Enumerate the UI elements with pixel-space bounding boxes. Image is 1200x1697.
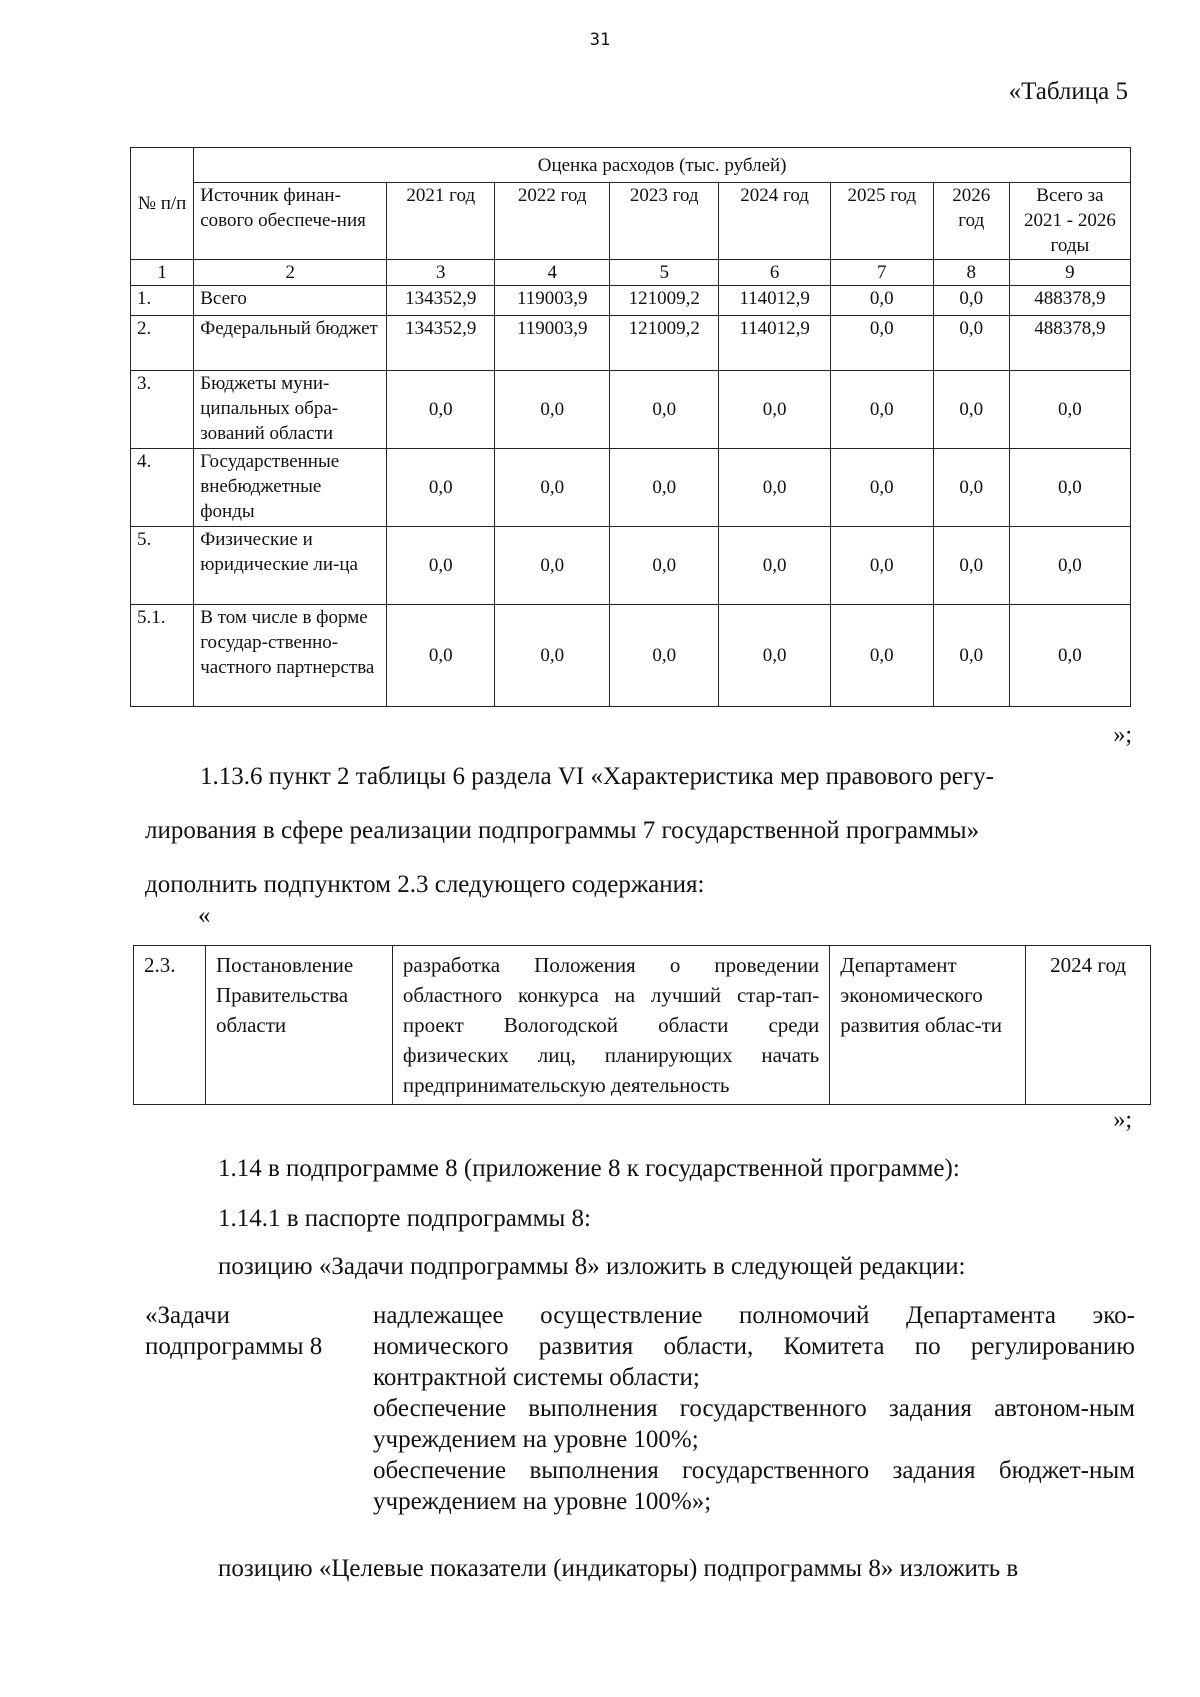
last-line: позицию «Целевые показатели (индикаторы) подпрограммы 8» изложить в bbox=[218, 1555, 1019, 1582]
row-value: 0,0 bbox=[387, 605, 495, 707]
row-value: 134352,9 bbox=[387, 316, 495, 371]
row-value: 0,0 bbox=[387, 371, 495, 449]
col-number: 8 bbox=[933, 260, 1009, 286]
table5 bbox=[130, 147, 1131, 707]
row-value: 114012,9 bbox=[719, 316, 830, 371]
table6 bbox=[133, 945, 1151, 1105]
table-row bbox=[131, 605, 1131, 707]
row-value: 0,0 bbox=[1009, 527, 1130, 605]
row-value: 0,0 bbox=[830, 449, 933, 527]
row-value: 0,0 bbox=[387, 449, 495, 527]
tasks-body bbox=[373, 1300, 1135, 1517]
row-name: Физические и юридические ли-ца bbox=[194, 527, 387, 605]
row-value: 134352,9 bbox=[387, 286, 495, 316]
paragraph-line: лирования в сфере реализации подпрограммы 7 государственной программы» bbox=[145, 817, 980, 844]
page-number: 31 bbox=[589, 30, 611, 50]
row-value: 0,0 bbox=[830, 316, 933, 371]
row-name: Государственные внебюджетные фонды bbox=[194, 449, 387, 527]
row-value: 119003,9 bbox=[495, 286, 610, 316]
table6-open-quote: « bbox=[198, 902, 211, 929]
t6-responsible: Департамент экономического развития облас-ти bbox=[830, 946, 1026, 1105]
col-number: 9 bbox=[1009, 260, 1130, 286]
row-name: Бюджеты муни-ципальных обра-зований области bbox=[194, 371, 387, 449]
row-num: 5.1. bbox=[131, 605, 194, 707]
row-value: 121009,2 bbox=[610, 286, 719, 316]
t6-act: Постановление Правительства области bbox=[205, 946, 392, 1105]
table-row bbox=[131, 527, 1131, 605]
table5-header-source: Источник финан-сового обеспече-ния bbox=[194, 183, 387, 260]
paragraph-line: 1.13.6 пункт 2 таблицы 6 раздела VI «Характеристика мер правового регу- bbox=[200, 763, 994, 790]
tasks-label: «Задачи подпрограммы 8 bbox=[145, 1302, 323, 1360]
paragraph-1-13-6 bbox=[145, 750, 1135, 912]
task-item: надлежащее осуществление полномочий Департамента эко-номического развития области, Комитета по регулированию контрактной системы области; bbox=[373, 1302, 1135, 1391]
row-value: 119003,9 bbox=[495, 316, 610, 371]
row-value: 0,0 bbox=[610, 371, 719, 449]
table5-header-year: 2021 год bbox=[387, 183, 495, 260]
row-num: 1. bbox=[131, 286, 194, 316]
table5-header-year: 2022 год bbox=[495, 183, 610, 260]
row-value: 0,0 bbox=[933, 449, 1009, 527]
row-num: 4. bbox=[131, 449, 194, 527]
row-value: 0,0 bbox=[830, 605, 933, 707]
row-name: Всего bbox=[194, 286, 387, 316]
line-position-tasks: позицию «Задачи подпрограммы 8» изложить в следующей редакции: bbox=[218, 1253, 966, 1280]
table5-close-quote: »; bbox=[1113, 722, 1132, 748]
table-row bbox=[131, 371, 1131, 449]
col-number: 6 bbox=[719, 260, 830, 286]
row-value: 0,0 bbox=[933, 371, 1009, 449]
col-number: 4 bbox=[495, 260, 610, 286]
line-1-14: 1.14 в подпрограмме 8 (приложение 8 к государственной программе): bbox=[218, 1155, 960, 1182]
row-value: 0,0 bbox=[610, 605, 719, 707]
row-value: 0,0 bbox=[830, 371, 933, 449]
row-value: 0,0 bbox=[1009, 605, 1130, 707]
row-value: 0,0 bbox=[719, 605, 830, 707]
table-row bbox=[134, 946, 1151, 1105]
row-value: 0,0 bbox=[495, 449, 610, 527]
row-value: 0,0 bbox=[1009, 371, 1130, 449]
table5-col-numbers bbox=[131, 260, 1131, 286]
row-value: 0,0 bbox=[933, 286, 1009, 316]
row-value: 0,0 bbox=[719, 449, 830, 527]
line-1-14-1: 1.14.1 в паспорте подпрограммы 8: bbox=[218, 1205, 591, 1232]
row-num: 5. bbox=[131, 527, 194, 605]
row-value: 0,0 bbox=[830, 286, 933, 316]
task-item: обеспечение выполнения государственного задания автоном-ным учреждением на уровне 100%; bbox=[373, 1395, 1135, 1453]
table5-header-group: Оценка расходов (тыс. рублей) bbox=[194, 148, 1131, 183]
row-value: 0,0 bbox=[719, 371, 830, 449]
col-number: 7 bbox=[830, 260, 933, 286]
row-value: 114012,9 bbox=[719, 286, 830, 316]
row-value: 0,0 bbox=[495, 605, 610, 707]
table5-header-year: 2024 год bbox=[719, 183, 830, 260]
row-value: 0,0 bbox=[495, 371, 610, 449]
table5-header-num: № п/п bbox=[131, 148, 194, 260]
row-value: 488378,9 bbox=[1009, 286, 1130, 316]
row-value: 0,0 bbox=[933, 527, 1009, 605]
row-value: 0,0 bbox=[933, 316, 1009, 371]
task-item: обеспечение выполнения государственного задания бюджет-ным учреждением на уровне 100%»; bbox=[373, 1457, 1135, 1515]
row-value: 121009,2 bbox=[610, 316, 719, 371]
table5-header-year: 2023 год bbox=[610, 183, 719, 260]
row-value: 0,0 bbox=[719, 527, 830, 605]
row-value: 0,0 bbox=[610, 449, 719, 527]
t6-content: разработка Положения о проведении областного конкурса на лучший стар-тап-проект Вологодской области среди физических лиц, планирующих начать предпринимательскую деятельность bbox=[392, 946, 829, 1105]
col-number: 1 bbox=[131, 260, 194, 286]
row-value: 0,0 bbox=[933, 605, 1009, 707]
col-number: 2 bbox=[194, 260, 387, 286]
table6-close-quote: »; bbox=[1113, 1107, 1132, 1133]
row-value: 0,0 bbox=[1009, 449, 1130, 527]
paragraph-line: дополнить подпунктом 2.3 следующего содержания: bbox=[145, 871, 705, 898]
table5-caption: «Таблица 5 bbox=[1008, 78, 1128, 105]
table5-header-total: Всего за 2021 - 2026 годы bbox=[1009, 183, 1130, 260]
t6-num: 2.3. bbox=[134, 946, 206, 1105]
row-num: 2. bbox=[131, 316, 194, 371]
table-row bbox=[131, 316, 1131, 371]
table-row bbox=[131, 449, 1131, 527]
row-value: 0,0 bbox=[610, 527, 719, 605]
col-number: 3 bbox=[387, 260, 495, 286]
table5-header-year: 2026 год bbox=[933, 183, 1009, 260]
row-value: 488378,9 bbox=[1009, 316, 1130, 371]
table-row bbox=[131, 286, 1131, 316]
row-num: 3. bbox=[131, 371, 194, 449]
col-number: 5 bbox=[610, 260, 719, 286]
t6-deadline: 2024 год bbox=[1026, 946, 1151, 1105]
row-value: 0,0 bbox=[830, 527, 933, 605]
row-name: Федеральный бюджет bbox=[194, 316, 387, 371]
table5-header-year: 2025 год bbox=[830, 183, 933, 260]
row-name: В том числе в форме государ-ственно-частного партнерства bbox=[194, 605, 387, 707]
row-value: 0,0 bbox=[387, 527, 495, 605]
row-value: 0,0 bbox=[495, 527, 610, 605]
